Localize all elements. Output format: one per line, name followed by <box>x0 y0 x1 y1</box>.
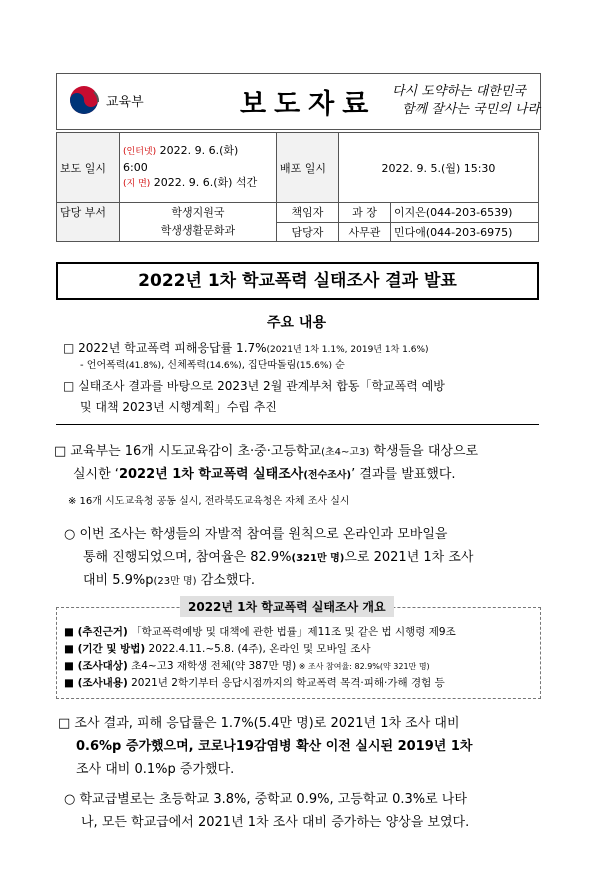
p1-line1b: 학생들을 대상으로 <box>369 444 479 459</box>
dept2: 학생생활문화과 <box>160 224 236 237</box>
p2-line2 <box>83 546 473 565</box>
slogan-line2: 함께 잘사는 국민의 나라 <box>402 102 540 117</box>
dept-names <box>120 203 277 242</box>
b1-main: □ 2022년 학교폭력 피해응답률 1.7% <box>63 341 267 355</box>
p2-line3 <box>83 569 255 588</box>
divider <box>56 424 539 425</box>
overview-title: 2022년 1차 학교폭력 실태조사 개요 <box>180 596 394 617</box>
paper-tag: (지 면) <box>123 179 151 189</box>
summary-bullet-1-sub <box>80 356 345 371</box>
ministry-logo-icon <box>68 84 100 116</box>
ministry-name: 교육부 <box>106 95 144 110</box>
ov3-key: ■ (조사대상) <box>64 660 128 672</box>
paper-date: 2022. 9. 6.(화) 석간 <box>153 176 258 189</box>
online-tag: (인터넷) <box>123 147 157 157</box>
b1-sub-a: - 언어폭력 <box>80 360 126 371</box>
overview-row-1 <box>64 624 456 639</box>
ov1-val: 「학교폭력예방 및 대책에 관한 법률」제11조 및 같은 법 시행령 제9조 <box>127 626 456 638</box>
p3-line2: 0.6%p 증가했으며, 코로나19감염병 확산 이전 실시된 2019년 1차 <box>76 739 473 754</box>
summary-bullet-1 <box>63 339 429 356</box>
b1-small: (2021년 1차 1.1%, 2019년 1차 1.6%) <box>266 345 429 355</box>
p1-line2-bold: 2022년 1차 학교폭력 실태조사 <box>118 467 304 482</box>
p4-line1: ○ 학교급별로는 초등학교 3.8%, 중학교 0.9%, 고등학교 0.3%로 나타 <box>64 792 467 807</box>
distribution-label: 배포 일시 <box>277 133 339 203</box>
note: ※ 16개 시도교육청 공동 실시, 전라북도교육청은 자체 조사 실시 <box>68 496 350 507</box>
b1-sub-c: , 집단따돌림 <box>241 360 297 371</box>
b1-sub-b-pct: (14.6%) <box>206 361 242 371</box>
resp-title: 과 장 <box>339 203 391 223</box>
ov3-small: ※ 조사 참여율: 82.9%(약 321만 명) <box>296 662 430 671</box>
staff-label: 담당자 <box>277 222 339 242</box>
staff-title: 사무관 <box>339 222 391 242</box>
online-date: 2022. 9. 6.(화) <box>159 144 239 157</box>
slogan-line1: 다시 도약하는 대한민국 <box>392 84 526 99</box>
b1-sub-d: 순 <box>331 360 345 371</box>
p1-line2b: ’ 결과를 발표했다. <box>351 467 456 482</box>
ov2-key: ■ (기간 및 방법) <box>64 643 146 655</box>
ov3-val: 초4~고3 재학생 전체(약 387만 명) <box>127 660 297 672</box>
dept1: 학생지원국 <box>171 206 225 219</box>
p3-line3: 조사 대비 0.1%p 증가했다. <box>76 762 235 777</box>
b1-sub-c-pct: (15.6%) <box>296 361 332 371</box>
p1-line1 <box>54 440 478 459</box>
ov4-val: 2021년 2학기부터 응답시점까지의 학교폭력 목격·피해·가해 경험 등 <box>127 677 445 689</box>
p1-line1-small: (초4~고3) <box>321 447 370 458</box>
p2-line2a: 통해 진행되었으며, 참여율은 82.9% <box>83 550 292 565</box>
p3-line1: □ 조사 결과, 피해 응답률은 1.7%(5.4만 명)로 2021년 1차 조사 대비 <box>58 716 460 731</box>
press-release-title: 보도자료 <box>240 89 377 120</box>
p2-line1: ○ 이번 조사는 학생들의 자발적 참여를 원칙으로 온라인과 모바일을 <box>64 527 448 542</box>
p2-line3-small: (23만 명) <box>153 576 197 587</box>
overview-row-2 <box>64 641 370 656</box>
distribution-value: 2022. 9. 5.(월) 15:30 <box>339 133 539 203</box>
ov1-key: ■ (추진근거) <box>64 626 128 638</box>
resp-name: 이지은(044-203-6539) <box>391 203 539 223</box>
b1-sub-a-pct: (41.8%) <box>125 361 162 371</box>
release-info-table <box>56 132 539 242</box>
release-dates <box>120 133 277 203</box>
p1-line2-small: (전수조사) <box>303 470 352 481</box>
ov2-val: 2022.4.11.~5.8. (4주), 온라인 및 모바일 조사 <box>145 643 371 655</box>
p2-line2-small: (321만 명) <box>291 553 345 564</box>
summary-bullet-2-line2: 및 대책 2023년 시행계획」수립 추진 <box>80 400 277 414</box>
p2-line2b: 으로 2021년 1차 조사 <box>344 550 474 565</box>
p2-line3b: 감소했다. <box>196 573 256 588</box>
release-label: 보도 일시 <box>57 133 120 203</box>
p1-line1a: □ 교육부는 16개 시도교육감이 초·중·고등학교 <box>54 444 322 459</box>
p1-line2 <box>73 463 456 482</box>
p4-line2: 나, 모든 학교급에서 2021년 1차 조사 대비 증가하는 양상을 보였다. <box>81 815 470 830</box>
dept-label: 담당 부서 <box>57 203 120 242</box>
document-title: 2022년 1차 학교폭력 실태조사 결과 발표 <box>56 262 539 300</box>
online-time: 6:00 <box>123 161 148 174</box>
ov4-key: ■ (조사내용) <box>64 677 128 689</box>
overview-row-4 <box>64 675 445 690</box>
staff-name: 민다애(044-203-6975) <box>391 222 539 242</box>
p2-line3a: 대비 5.9%p <box>83 573 154 588</box>
p1-line2a: 실시한 ‘ <box>73 467 119 482</box>
summary-heading: 주요 내용 <box>267 315 326 331</box>
resp-label: 책임자 <box>277 203 339 223</box>
overview-row-3 <box>64 658 430 673</box>
summary-bullet-2-line1: □ 실태조사 결과를 바탕으로 2023년 2월 관계부처 합동「학교폭력 예방 <box>63 379 445 393</box>
b1-sub-b: , 신체폭력 <box>161 360 207 371</box>
